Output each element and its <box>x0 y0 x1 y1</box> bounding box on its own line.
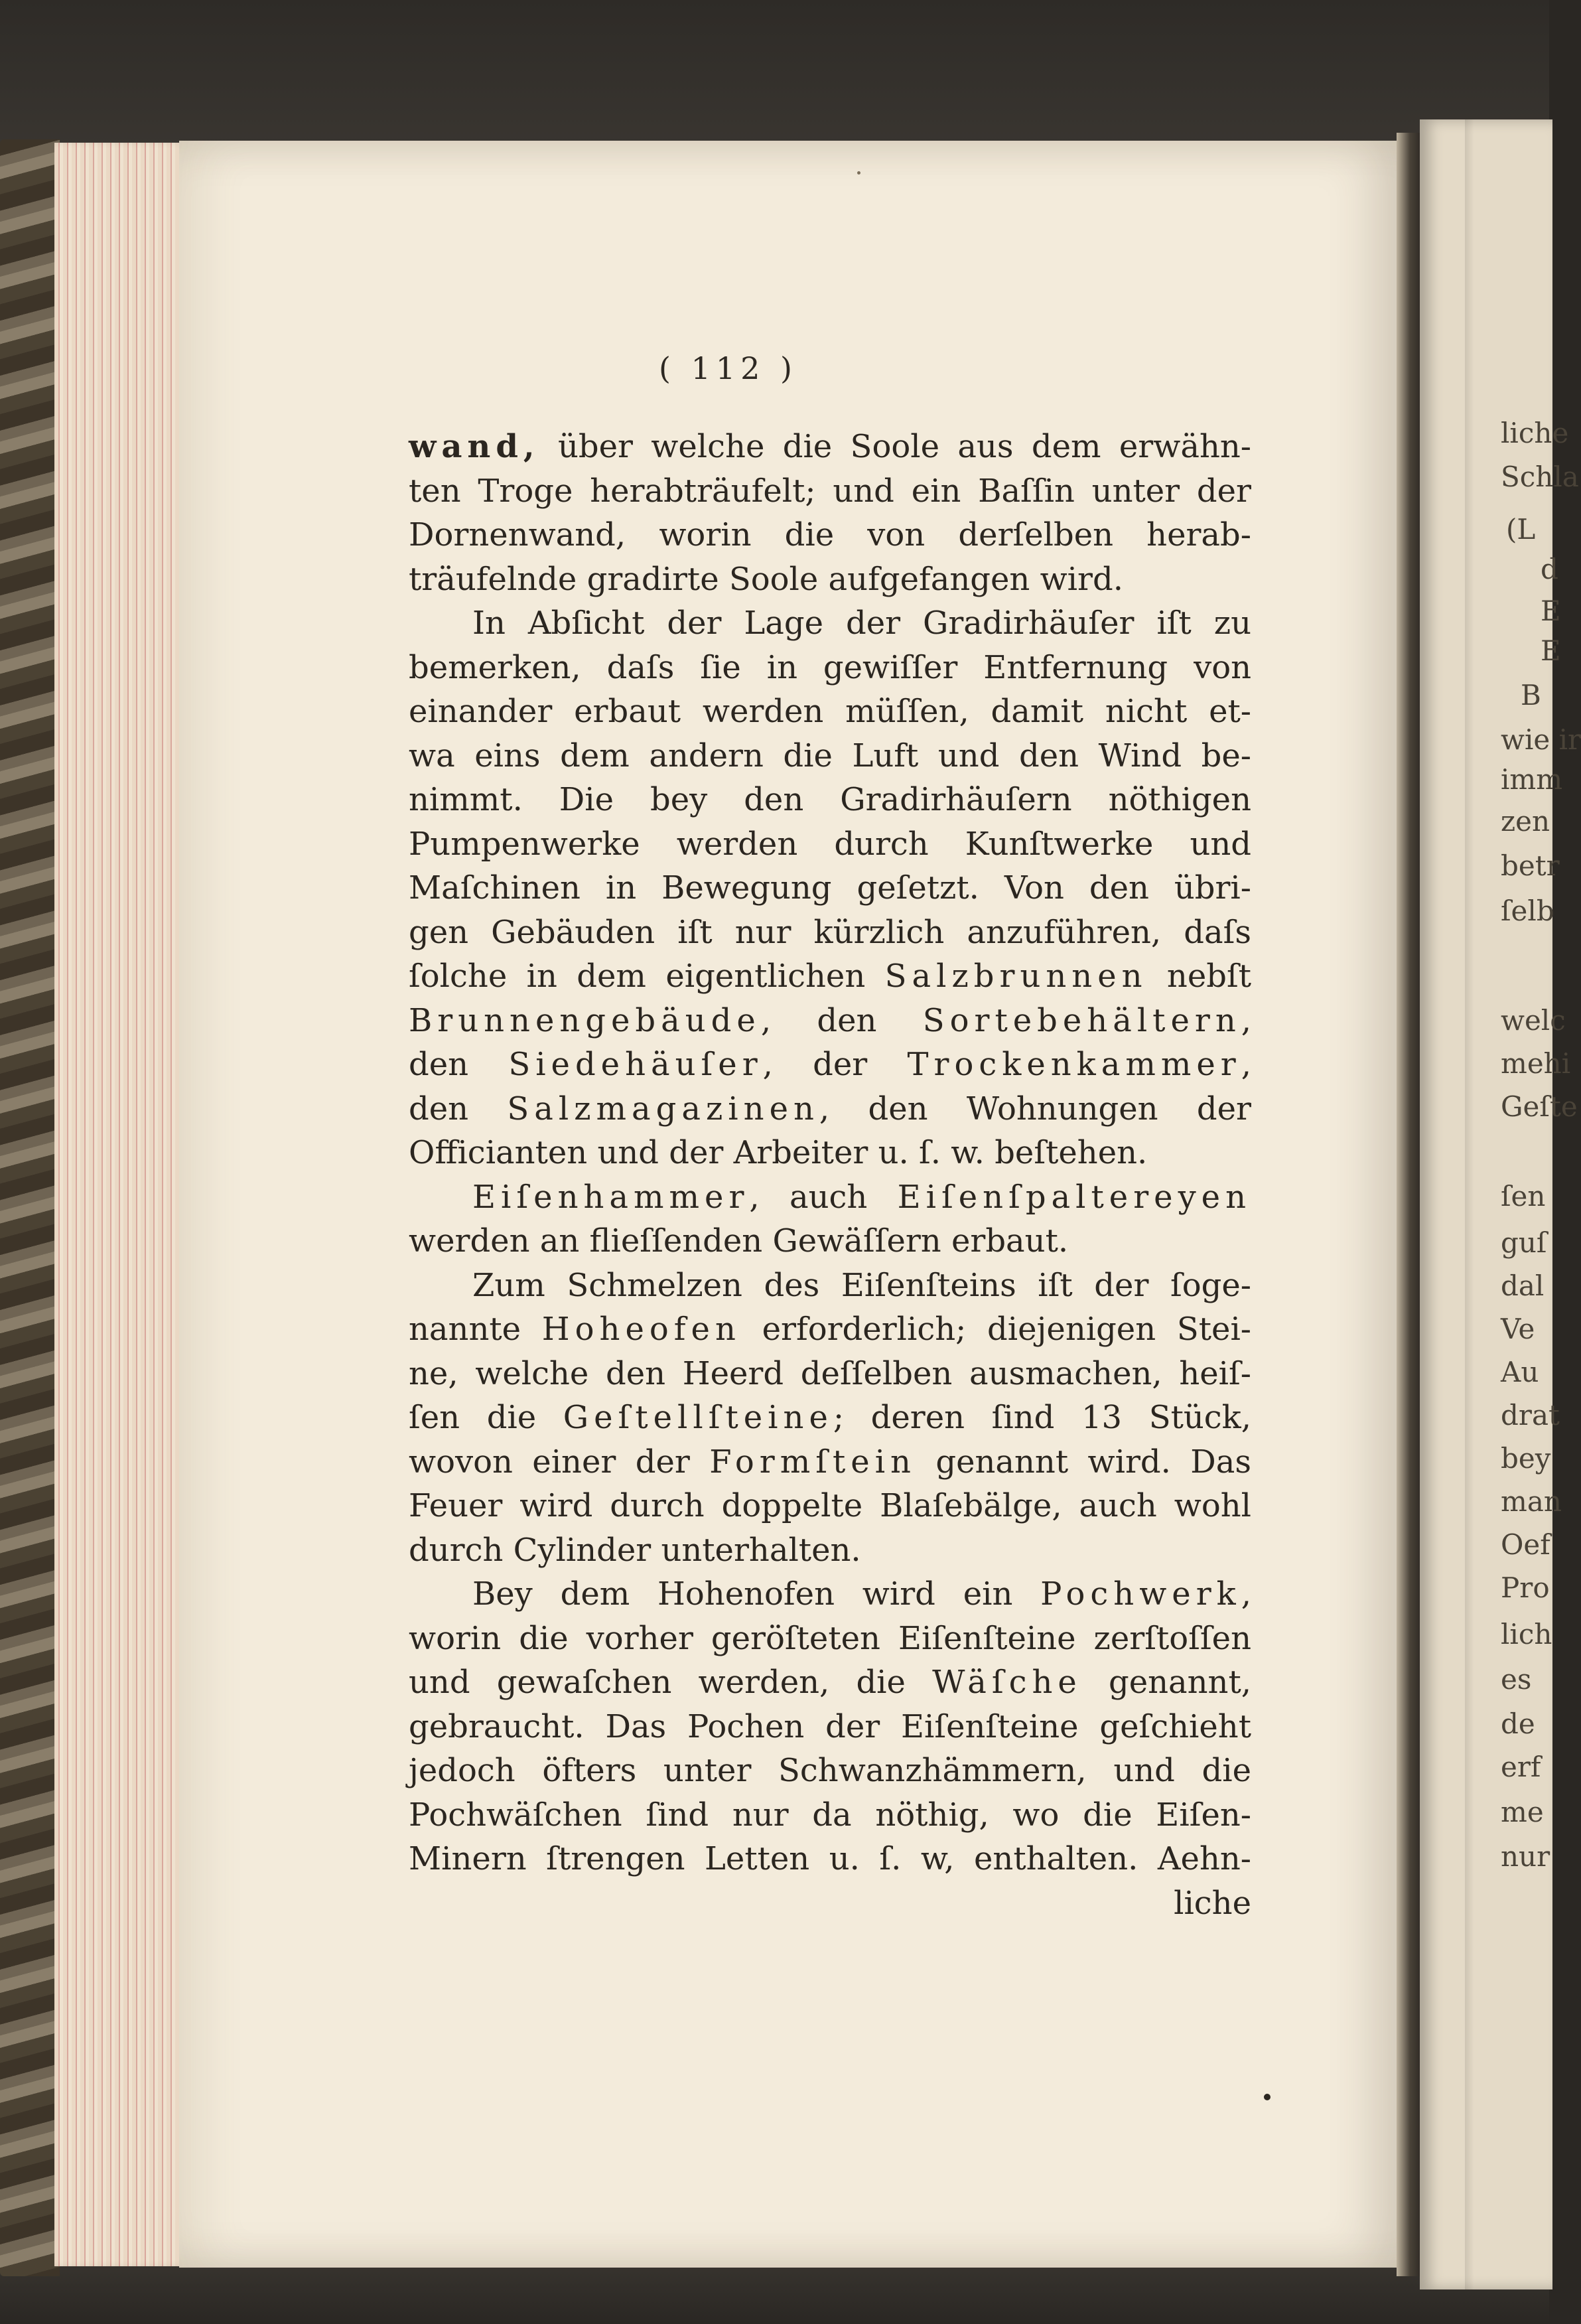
text-run: einander erbaut werden müſſen, damit nicht et- <box>409 693 1251 730</box>
text-run: Bey dem Hohenofen wird ein <box>472 1575 1041 1613</box>
text-line <box>409 1881 1251 1926</box>
facing-page-fragment: (L <box>1506 513 1536 545</box>
ink-dot <box>1264 2094 1271 2100</box>
page-number: ( 112 ) <box>659 350 797 386</box>
text-line <box>409 910 1251 955</box>
text-run: ſolche in dem eigentlichen <box>409 958 885 995</box>
emphasized-term: Trockenkammer <box>907 1046 1241 1083</box>
text-line <box>409 1705 1251 1749</box>
facing-page-fragment: betr <box>1501 849 1560 882</box>
text-run: , <box>1241 1001 1251 1039</box>
text-line <box>409 778 1251 822</box>
text-line <box>409 1793 1251 1838</box>
facing-page-shadow <box>1465 119 1474 2289</box>
text-line <box>409 866 1251 910</box>
text-run: , den Wohnungen der <box>819 1090 1251 1127</box>
facing-page-fragment: de <box>1501 1707 1535 1740</box>
text-run: über welche die Soole aus dem erwähn- <box>539 428 1251 465</box>
text-run: gebraucht. Das Pochen der Eiſenſteine geſchieht <box>409 1707 1251 1745</box>
emphasized-term: Siedehäuſer <box>508 1046 763 1083</box>
text-line <box>409 513 1251 557</box>
emphasized-term: Brunnengebäude <box>409 1001 761 1039</box>
text-line <box>409 1131 1251 1175</box>
text-run: Pumpenwerke werden durch Kunſtwerke und <box>409 825 1251 863</box>
text-line <box>409 1043 1251 1087</box>
text-run: Minern ſtrengen Letten u. ſ. w, enthalten. Aehn- <box>409 1840 1251 1877</box>
facing-page-fragment: wie ir <box>1501 723 1581 756</box>
facing-page-fragment: welc <box>1501 1004 1566 1037</box>
text-run: genannt wird. Das <box>916 1443 1251 1481</box>
text-run: Maſchinen in Bewegung geſetzt. Von den übri- <box>409 869 1251 907</box>
facing-page-fragment: lich <box>1501 1618 1552 1650</box>
facing-page-fragment: mehi <box>1501 1047 1571 1080</box>
facing-page-fragment: erf <box>1501 1751 1541 1783</box>
text-run: ne, welche den Heerd deſſelben ausmachen, heiſ- <box>409 1354 1251 1392</box>
text-run: Zum Schmelzen des Eiſenſteins iſt der ſoge- <box>472 1266 1251 1304</box>
paper-speck <box>857 171 860 175</box>
text-line <box>409 1617 1251 1661</box>
text-line <box>409 1087 1251 1131</box>
book-gutter <box>1397 133 1423 2276</box>
text-line <box>409 734 1251 778</box>
emphasized-term: wand, <box>409 428 540 465</box>
text-run: Officianten und der Arbeiter u. ſ. w. beſtehen. <box>409 1134 1148 1171</box>
text-run: worin die vorher geröſteten Eiſenſteine zerſtoſſen <box>409 1619 1251 1657</box>
text-run: und gewaſchen werden, die <box>409 1664 933 1701</box>
text-run: den <box>409 1046 509 1083</box>
text-line <box>409 1396 1251 1440</box>
text-run: , <box>1241 1046 1251 1083</box>
text-line <box>409 1175 1251 1220</box>
text-run: bemerken, daſs ſie in gewiſſer Entfernung von <box>409 648 1251 686</box>
emphasized-term: Pochwerk <box>1040 1575 1241 1613</box>
text-run: In Abſicht der Lage der Gradirhäuſer iſt zu <box>472 605 1251 642</box>
emphasized-term: Hoheofen <box>541 1311 741 1348</box>
page-edges-stack <box>54 143 190 2266</box>
text-run: werden an flieſſenden Gewäſſern erbaut. <box>409 1222 1069 1260</box>
emphasized-term: Eiſenſpaltereyen <box>897 1178 1251 1216</box>
facing-page-fragment: imm <box>1501 763 1563 796</box>
text-line <box>409 1219 1251 1264</box>
facing-page-fragment: zen <box>1501 805 1550 837</box>
facing-page-fragment: bey <box>1501 1442 1551 1475</box>
facing-page-fragment: E <box>1541 595 1561 627</box>
text-line <box>409 1352 1251 1396</box>
text-line <box>409 954 1251 999</box>
emphasized-term: Salzbrunnen <box>884 958 1148 995</box>
text-run: den <box>409 1090 508 1127</box>
text-line <box>409 557 1251 602</box>
text-run: , den <box>760 1001 923 1039</box>
text-run: durch Cylinder unterhalten. <box>409 1531 861 1569</box>
facing-page-fragment: Pro <box>1501 1571 1550 1604</box>
text-run: ; deren ſind 13 Stück, <box>833 1399 1251 1436</box>
text-run: Dornenwand, worin die von derſelben herab- <box>409 516 1251 553</box>
text-run: ten Troge herabträufelt; und ein Baſſin unter der <box>409 472 1251 510</box>
facing-page-fragment: ſen <box>1501 1180 1546 1212</box>
text-run: nebſt <box>1147 958 1252 995</box>
emphasized-term: Eiſenhammer <box>472 1178 750 1216</box>
facing-page-fragment: Geſte <box>1501 1090 1578 1123</box>
text-line <box>409 1837 1251 1881</box>
facing-page-fragment: drat <box>1501 1399 1560 1431</box>
text-line <box>409 1660 1251 1705</box>
text-run: Pochwäſchen ſind nur da nöthig, wo die Eiſen- <box>409 1796 1251 1834</box>
text-run: , der <box>762 1046 908 1083</box>
facing-page-fragment: dal <box>1501 1270 1545 1302</box>
text-run: liche <box>1174 1884 1251 1922</box>
text-run: träufelnde gradirte Soole aufgefangen wird. <box>409 560 1123 598</box>
facing-page-fragment: Au <box>1501 1356 1539 1388</box>
text-run: wovon einer der <box>409 1443 710 1481</box>
text-run: erforderlich; diejenigen Stei- <box>740 1311 1252 1348</box>
emphasized-term: Salzmagazinen <box>507 1090 819 1127</box>
text-run: Feuer wird durch doppelte Blaſebälge, auch wohl <box>409 1487 1251 1524</box>
text-line <box>409 822 1251 867</box>
text-run: nannte <box>409 1311 542 1348</box>
facing-page-fragment: nur <box>1501 1840 1550 1873</box>
text-line <box>409 1572 1251 1617</box>
text-run: gen Gebäuden iſt nur kürzlich anzuführen, daſs <box>409 913 1251 951</box>
facing-page-fragment: man <box>1501 1485 1562 1518</box>
text-line <box>409 646 1251 690</box>
text-line <box>409 1749 1251 1793</box>
facing-page-fragment: Schla <box>1501 461 1579 493</box>
facing-page-fragment: Oef <box>1501 1528 1550 1561</box>
emphasized-term: Sortebehältern <box>922 1001 1241 1039</box>
text-line <box>409 469 1251 514</box>
text-line <box>409 690 1251 734</box>
text-run: , <box>1241 1575 1251 1613</box>
text-run: nimmt. Die bey den Gradirhäuſern nöthigen <box>409 781 1251 818</box>
marbled-cover-edge <box>0 139 60 2276</box>
facing-page-fragment: d <box>1541 553 1558 585</box>
emphasized-term: Geſtellſteine <box>563 1399 833 1436</box>
text-line <box>409 1440 1251 1485</box>
text-run: ſen die <box>409 1399 563 1436</box>
emphasized-term: Formſtein <box>709 1443 916 1481</box>
text-line <box>409 601 1251 646</box>
text-line <box>409 1528 1251 1573</box>
text-line <box>409 1484 1251 1528</box>
facing-page-fragment: Ve <box>1501 1313 1535 1345</box>
facing-page-fragment: B <box>1521 679 1541 711</box>
text-line <box>409 1307 1251 1352</box>
emphasized-term: Wäſche <box>932 1664 1082 1701</box>
text-run: genannt, <box>1081 1664 1252 1701</box>
facing-page-fragment: E <box>1541 634 1561 667</box>
text-line <box>409 425 1251 469</box>
scan-background-top <box>0 0 1549 159</box>
text-line <box>409 1264 1251 1308</box>
facing-page-fragment: liche <box>1501 417 1569 449</box>
text-run: jedoch öfters unter Schwanzhämmern, und die <box>409 1752 1251 1789</box>
facing-page-fragment: me <box>1501 1796 1544 1828</box>
text-line <box>409 999 1251 1043</box>
text-run: , auch <box>749 1178 898 1216</box>
text-run: wa eins dem andern die Luft und den Wind be- <box>409 737 1251 774</box>
facing-page-fragment: guſ <box>1501 1226 1547 1259</box>
page-text-body <box>409 425 1251 1925</box>
facing-page-fragment: es <box>1501 1663 1532 1696</box>
facing-page-fragment: ſelb <box>1501 895 1554 927</box>
